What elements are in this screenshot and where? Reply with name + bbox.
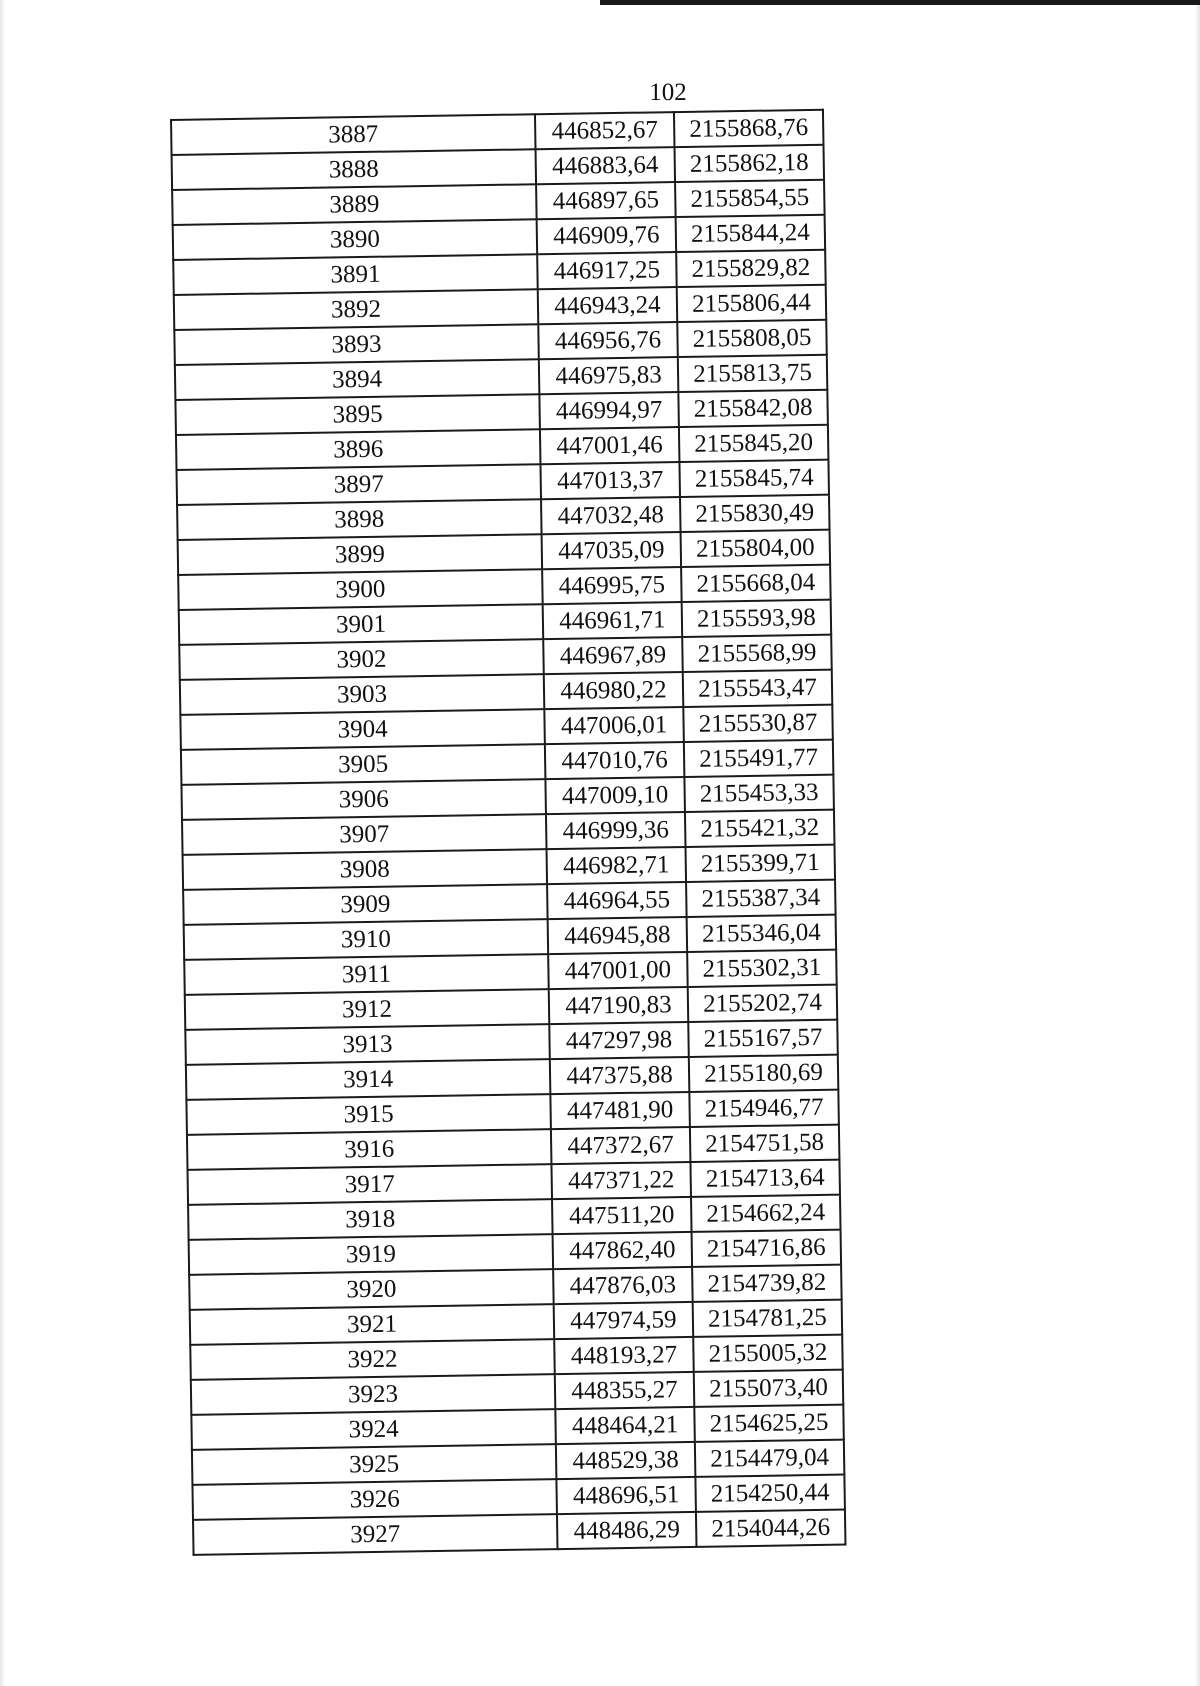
point-number-cell: 3899: [178, 534, 543, 575]
x-coordinate-cell: 447372,67: [551, 1127, 691, 1164]
point-number-cell: 3898: [177, 499, 542, 540]
y-coordinate-cell: 2155668,04: [681, 565, 831, 602]
point-number-cell: 3905: [181, 744, 546, 785]
point-number-cell: 3924: [191, 1409, 556, 1450]
x-coordinate-cell: 447481,90: [550, 1092, 690, 1129]
point-number-cell: 3897: [177, 464, 542, 505]
point-number-cell: 3893: [174, 324, 539, 365]
y-coordinate-cell: 2154662,24: [691, 1195, 841, 1232]
y-coordinate-cell: 2154751,58: [690, 1125, 840, 1162]
point-number-cell: 3921: [190, 1304, 555, 1345]
x-coordinate-cell: 447862,40: [553, 1232, 693, 1269]
y-coordinate-cell: 2155302,31: [687, 950, 837, 987]
point-number-cell: 3888: [172, 149, 537, 190]
point-number-cell: 3890: [173, 219, 538, 260]
x-coordinate-cell: 447010,76: [545, 742, 685, 779]
page-number: 102: [649, 79, 687, 106]
x-coordinate-cell: 448355,27: [555, 1372, 695, 1409]
y-coordinate-cell: 2155568,99: [682, 635, 832, 672]
point-number-cell: 3911: [184, 954, 549, 995]
y-coordinate-cell: 2155387,34: [686, 880, 836, 917]
point-number-cell: 3914: [186, 1059, 551, 1100]
point-number-cell: 3901: [179, 604, 544, 645]
point-number-cell: 3908: [183, 849, 548, 890]
point-number-cell: 3920: [189, 1269, 554, 1310]
x-coordinate-cell: 446961,71: [543, 602, 683, 639]
y-coordinate-cell: 2155830,49: [680, 495, 830, 532]
y-coordinate-cell: 2155180,69: [689, 1055, 839, 1092]
coordinates-table-body: [171, 110, 845, 1555]
y-coordinate-cell: 2155005,32: [693, 1335, 843, 1372]
y-coordinate-cell: 2155543,47: [683, 670, 833, 707]
x-coordinate-cell: 446956,76: [538, 322, 678, 359]
y-coordinate-cell: 2154250,44: [695, 1475, 845, 1512]
y-coordinate-cell: 2155202,74: [688, 985, 838, 1022]
point-number-cell: 3923: [191, 1374, 556, 1415]
point-number-cell: 3907: [182, 814, 547, 855]
x-coordinate-cell: 447001,46: [540, 427, 680, 464]
point-number-cell: 3906: [181, 779, 546, 820]
point-number-cell: 3891: [173, 254, 538, 295]
point-number-cell: 3918: [188, 1199, 553, 1240]
y-coordinate-cell: 2154739,82: [692, 1265, 842, 1302]
x-coordinate-cell: 447001,00: [548, 952, 688, 989]
x-coordinate-cell: 447035,09: [542, 532, 682, 569]
coordinates-table: [170, 109, 846, 1556]
x-coordinate-cell: 447375,88: [550, 1057, 690, 1094]
point-number-cell: 3915: [186, 1094, 551, 1135]
x-coordinate-cell: 447511,20: [552, 1197, 692, 1234]
x-coordinate-cell: 446883,64: [536, 147, 676, 184]
point-number-cell: 3895: [175, 394, 540, 435]
y-coordinate-cell: 2155842,08: [678, 390, 828, 427]
point-number-cell: 3912: [185, 989, 550, 1030]
y-coordinate-cell: 2155829,82: [676, 250, 826, 287]
y-coordinate-cell: 2155854,55: [675, 180, 825, 217]
y-coordinate-cell: 2155844,24: [676, 215, 826, 252]
y-coordinate-cell: 2154946,77: [689, 1090, 839, 1127]
x-coordinate-cell: 447032,48: [541, 497, 681, 534]
x-coordinate-cell: 446943,24: [538, 287, 678, 324]
x-coordinate-cell: 447009,10: [545, 777, 685, 814]
y-coordinate-cell: 2155804,00: [681, 530, 831, 567]
point-number-cell: 3927: [193, 1514, 558, 1555]
point-number-cell: 3925: [192, 1444, 557, 1485]
y-coordinate-cell: 2155845,74: [679, 460, 829, 497]
x-coordinate-cell: 448696,51: [556, 1477, 696, 1514]
y-coordinate-cell: 2154479,04: [695, 1440, 845, 1477]
point-number-cell: 3903: [180, 674, 545, 715]
top-rule: [600, 0, 1200, 5]
x-coordinate-cell: 446964,55: [547, 882, 687, 919]
y-coordinate-cell: 2155167,57: [688, 1020, 838, 1057]
x-coordinate-cell: 446909,76: [537, 217, 677, 254]
point-number-cell: 3913: [185, 1024, 550, 1065]
y-coordinate-cell: 2155453,33: [684, 775, 834, 812]
y-coordinate-cell: 2154044,26: [696, 1510, 846, 1547]
point-number-cell: 3909: [183, 884, 548, 925]
x-coordinate-cell: 446994,97: [539, 392, 679, 429]
point-number-cell: 3919: [189, 1234, 554, 1275]
point-number-cell: 3917: [188, 1164, 553, 1205]
x-coordinate-cell: 446980,22: [544, 672, 684, 709]
y-coordinate-cell: 2155399,71: [685, 845, 835, 882]
point-number-cell: 3916: [187, 1129, 552, 1170]
y-coordinate-cell: 2154781,25: [693, 1300, 843, 1337]
y-coordinate-cell: 2155530,87: [683, 705, 833, 742]
scan-edge-left: [0, 0, 5, 1686]
y-coordinate-cell: 2155868,76: [674, 110, 824, 147]
y-coordinate-cell: 2155421,32: [685, 810, 835, 847]
y-coordinate-cell: 2155491,77: [684, 740, 834, 777]
y-coordinate-cell: 2154713,64: [690, 1160, 840, 1197]
x-coordinate-cell: 448486,29: [557, 1512, 697, 1549]
y-coordinate-cell: 2155845,20: [679, 425, 829, 462]
x-coordinate-cell: 447190,83: [549, 987, 689, 1024]
x-coordinate-cell: 446975,83: [539, 357, 679, 394]
y-coordinate-cell: 2155346,04: [687, 915, 837, 952]
point-number-cell: 3904: [180, 709, 545, 750]
x-coordinate-cell: 446917,25: [537, 252, 677, 289]
point-number-cell: 3922: [190, 1339, 555, 1380]
point-number-cell: 3889: [172, 184, 537, 225]
x-coordinate-cell: 446995,75: [542, 567, 682, 604]
x-coordinate-cell: 446999,36: [546, 812, 686, 849]
point-number-cell: 3900: [178, 569, 543, 610]
point-number-cell: 3887: [171, 114, 536, 155]
point-number-cell: 3910: [184, 919, 549, 960]
x-coordinate-cell: 447006,01: [544, 707, 684, 744]
x-coordinate-cell: 446967,89: [543, 637, 683, 674]
x-coordinate-cell: 448529,38: [556, 1442, 696, 1479]
x-coordinate-cell: 448464,21: [555, 1407, 695, 1444]
x-coordinate-cell: 447371,22: [551, 1162, 691, 1199]
point-number-cell: 3896: [176, 429, 541, 470]
x-coordinate-cell: 446982,71: [547, 847, 687, 884]
y-coordinate-cell: 2155593,98: [682, 600, 832, 637]
point-number-cell: 3902: [179, 639, 544, 680]
y-coordinate-cell: 2154716,86: [692, 1230, 842, 1267]
y-coordinate-cell: 2155806,44: [677, 285, 827, 322]
point-number-cell: 3892: [174, 289, 539, 330]
x-coordinate-cell: 446897,65: [536, 182, 676, 219]
y-coordinate-cell: 2155808,05: [677, 320, 827, 357]
scan-edge-right: [1195, 0, 1200, 1686]
y-coordinate-cell: 2155073,40: [694, 1370, 844, 1407]
y-coordinate-cell: 2154625,25: [694, 1405, 844, 1442]
point-number-cell: 3926: [192, 1479, 557, 1520]
x-coordinate-cell: 446945,88: [548, 917, 688, 954]
x-coordinate-cell: 447974,59: [554, 1302, 694, 1339]
x-coordinate-cell: 446852,67: [535, 112, 675, 149]
y-coordinate-cell: 2155813,75: [678, 355, 828, 392]
y-coordinate-cell: 2155862,18: [675, 145, 825, 182]
x-coordinate-cell: 448193,27: [554, 1337, 694, 1374]
x-coordinate-cell: 447876,03: [553, 1267, 693, 1304]
x-coordinate-cell: 447297,98: [549, 1022, 689, 1059]
point-number-cell: 3894: [175, 359, 540, 400]
x-coordinate-cell: 447013,37: [540, 462, 680, 499]
